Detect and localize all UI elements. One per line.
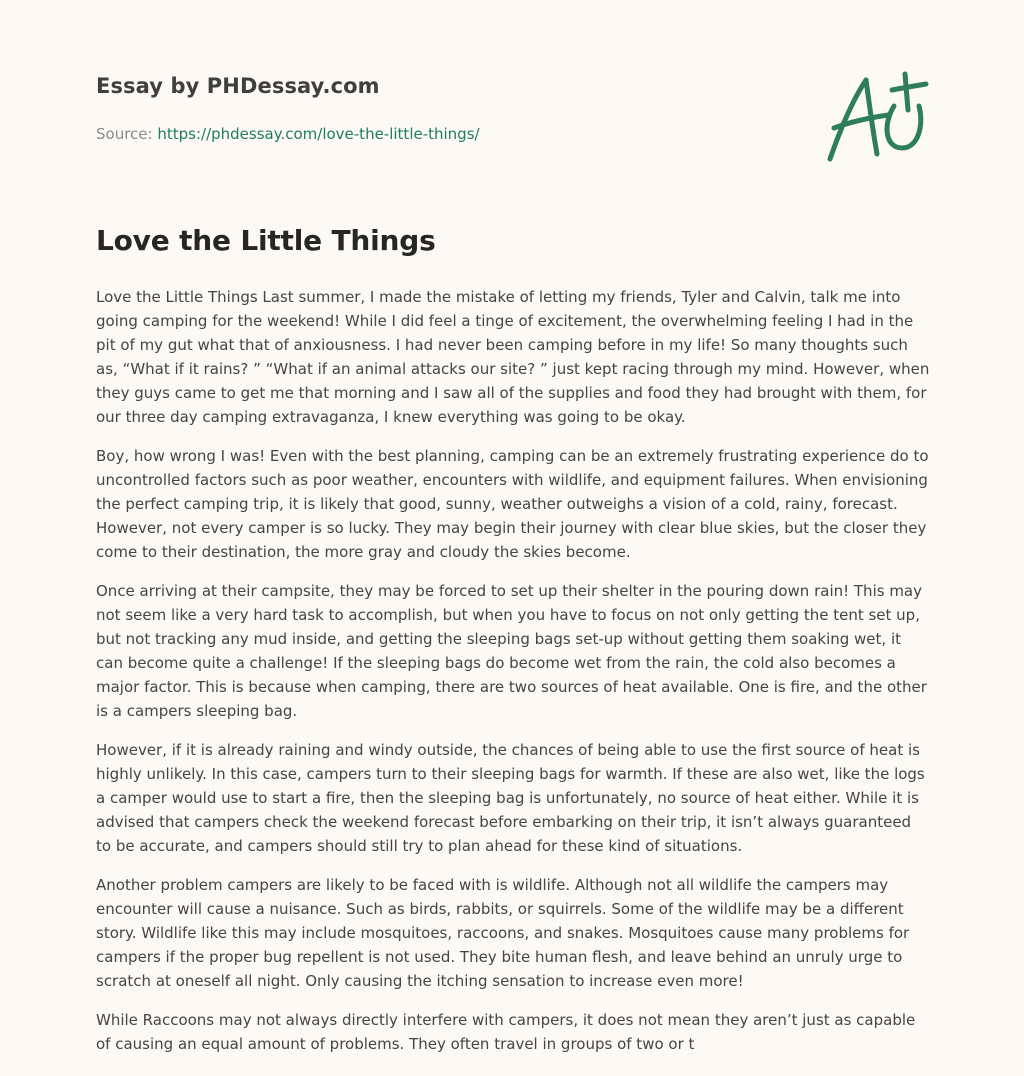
essay-paragraph: However, if it is already raining and windy outside, the chances of being able to use the first source of heat is highly unlikely. In this case, campers turn to their sleeping bags for warmth. If these are also wet, like the logs a camper would use to start a fire, then the sleeping bag is unfortunately, no source of heat either. While it is advised that campers check the weekend forecast before embarking on their trip, it isn’t always guaranteed to be accurate, and campers should still try to plan ahead for these kind of situations.: [96, 741, 925, 855]
brand-title: Essay by PHDessay.com: [96, 74, 380, 98]
essay-header: [96, 74, 796, 143]
essay-body: [96, 285, 930, 1071]
source-label: Source:: [96, 125, 153, 143]
essay-paragraph: Boy, how wrong I was! Even with the best planning, camping can be an extremely frustrating experience do to uncontrolled factors such as poor weather, encounters with wildlife, and equipment failures. When envisioning the perfect camping trip, it is likely that good, sunny, weather outweighs a vision of a cold, rainy, forecast. However, not every camper is so lucky. They may begin their journey with clear blue skies, but the closer they come to their destination, the more gray and cloudy the skies become.: [96, 447, 929, 561]
essay-paragraph: Once arriving at their campsite, they may be forced to set up their shelter in the pouring down rain! This may not seem like a very hard task to accomplish, but when you have to focus on not only getting the tent set up, but not tracking any mud inside, and getting the sleeping bags set-up without getting them soaking wet, it can become quite a challenge! If the sleeping bags do become wet from the rain, the cold also becomes a major factor. This is because when camping, there are two sources of heat available. One is fire, and the other is a campers sleeping bag.: [96, 582, 927, 720]
essay-paragraph: Another problem campers are likely to be faced with is wildlife. Although not all wildlife the campers may encounter will cause a nuisance. Such as birds, rabbits, or squirrels. Some of the wildlife may be a different story. Wildlife like this may include mosquitoes, raccoons, and snakes. Mosquitoes cause many problems for campers if the proper bug repellent is not used. They bite human flesh, and leave behind an unruly urge to scratch at oneself all night. Only causing the itching sensation to increase even more!: [96, 876, 910, 990]
source-line: [96, 125, 796, 143]
essay-paragraph: While Raccoons may not always directly interfere with campers, it does not mean they aren’t just as capable of causing an equal amount of problems. They often travel in groups of two or t: [96, 1011, 916, 1053]
essay-paragraph: Love the Little Things Last summer, I made the mistake of letting my friends, Tyler and Calvin, talk me into going camping for the weekend! While I did feel a tinge of excitement, the overwhelming feeling I had in the pit of my gut what that of anxiousness. I had never been camping before in my life! So many thoughts such as, “What if it rains? ” “What if an animal attacks our site? ” just kept racing through my mind. However, when they guys came to get me that morning and I saw all of the supplies and food they had brought with them, for our three day camping extravaganza, I knew everything was going to be okay.: [96, 288, 930, 426]
essay-title: Love the Little Things: [96, 224, 436, 257]
source-link[interactable]: https://phdessay.com/love-the-little-things/: [157, 125, 480, 143]
a-plus-grade-icon: [822, 66, 932, 166]
